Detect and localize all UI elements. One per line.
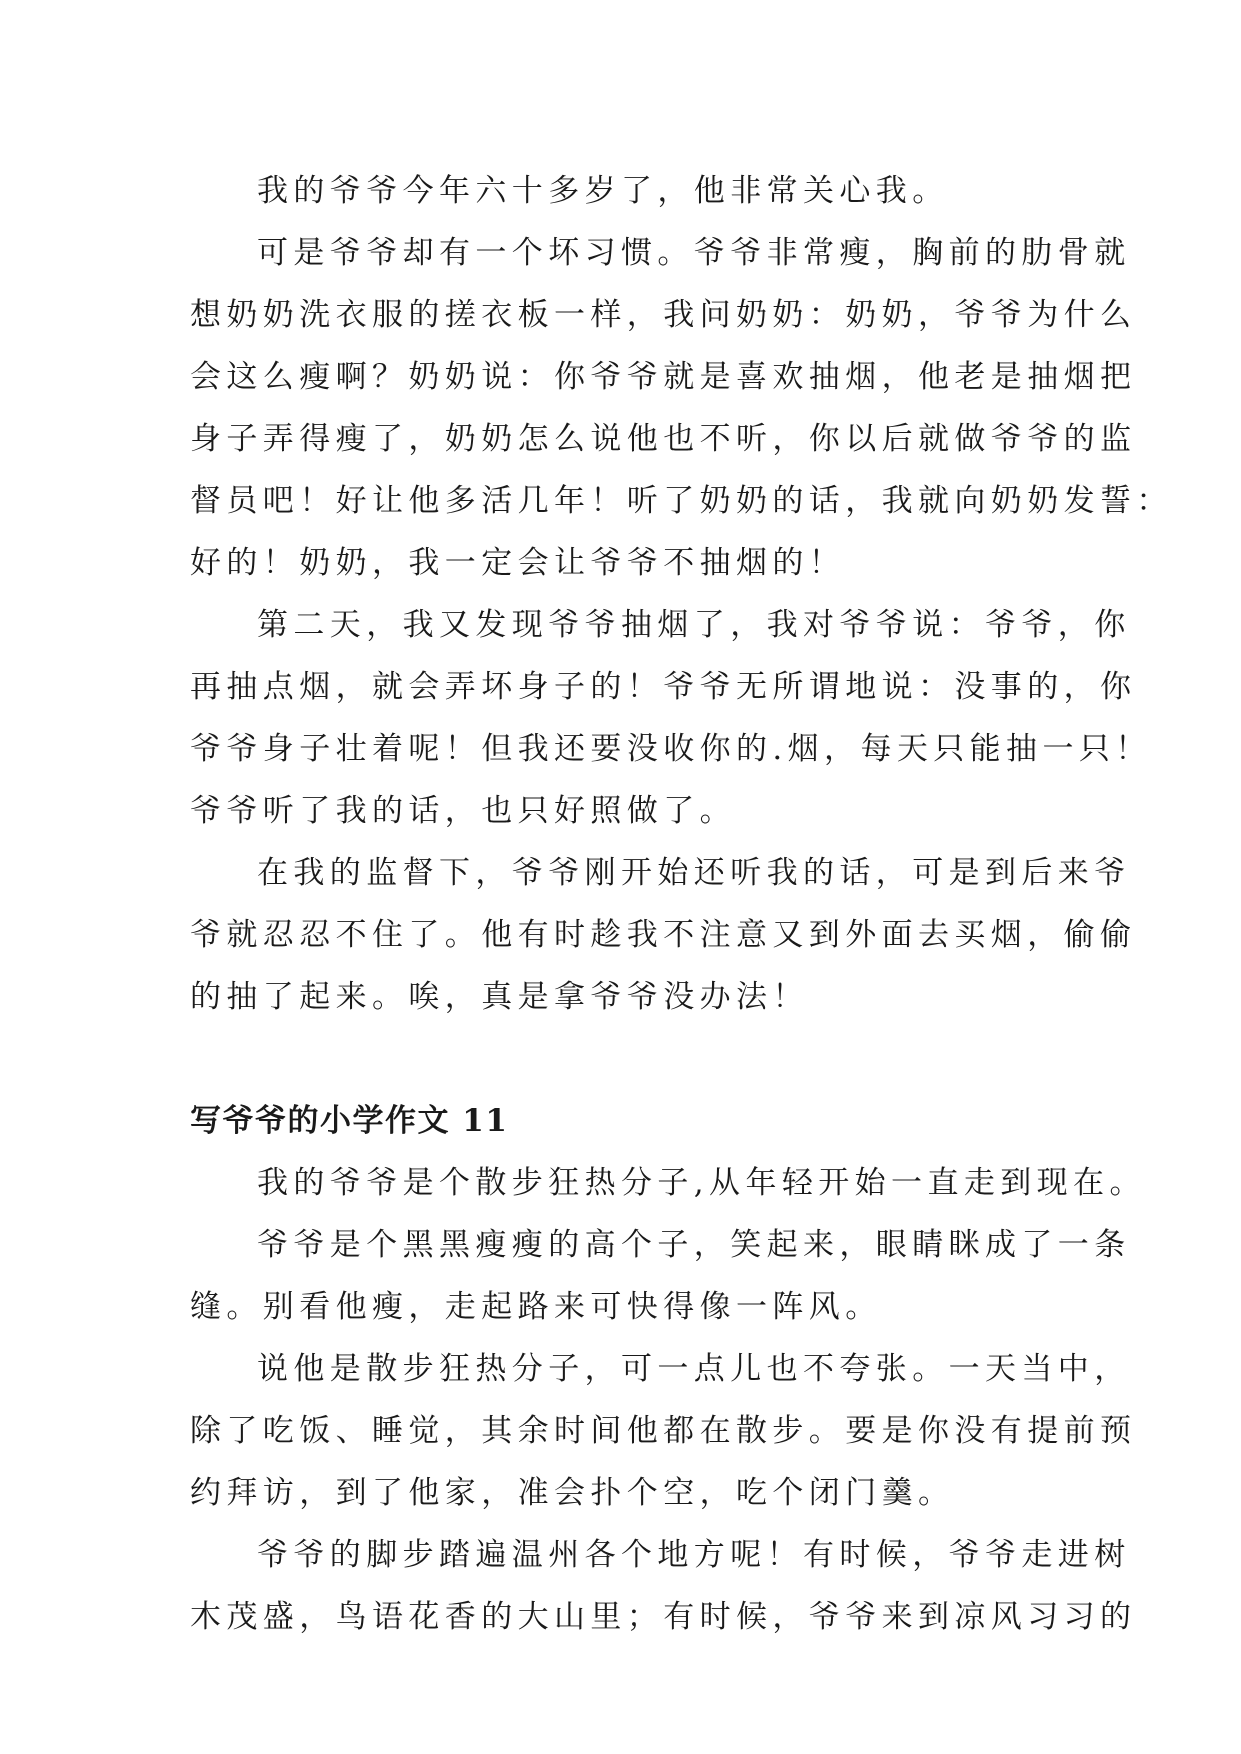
text-line: 爷爷是个黑黑瘦瘦的高个子，笑起来，眼睛眯成了一条 bbox=[257, 1227, 1131, 1263]
text-line: 第二天，我又发现爷爷抽烟了，我对爷爷说：爷爷，你 bbox=[257, 607, 1131, 643]
text-line: 想奶奶洗衣服的搓衣板一样，我问奶奶：奶奶，爷爷为什么 bbox=[190, 297, 1137, 333]
paragraph bbox=[190, 222, 1173, 594]
text-line: 在我的监督下，爷爷刚开始还听我的话，可是到后来爷 bbox=[257, 855, 1131, 891]
paragraph bbox=[190, 594, 1152, 842]
paragraph bbox=[190, 1338, 1137, 1524]
text-line: 好的！奶奶，我一定会让爷爷不抽烟的！ bbox=[190, 545, 846, 581]
paragraph bbox=[190, 842, 1137, 1028]
text-line: 再抽点烟，就会弄坏身子的！爷爷无所谓地说：没事的，你 bbox=[190, 669, 1137, 705]
document-page bbox=[190, 160, 1173, 1648]
text-line: 督员吧！好让他多活几年！听了奶奶的话，我就向奶奶发誓： bbox=[190, 483, 1173, 519]
paragraph bbox=[190, 1152, 1146, 1214]
text-line: 身子弄得瘦了，奶奶怎么说他也不听，你以后就做爷爷的监 bbox=[190, 421, 1137, 457]
text-line: 会这么瘦啊？奶奶说：你爷爷就是喜欢抽烟，他老是抽烟把 bbox=[190, 359, 1137, 395]
text-line: 说他是散步狂热分子，可一点儿也不夸张。一天当中， bbox=[257, 1351, 1131, 1387]
text-line: 爷爷身子壮着呢！但我还要没收你的.烟，每天只能抽一只！ bbox=[190, 731, 1152, 767]
paragraph bbox=[190, 160, 1050, 222]
text-line: 约拜访，到了他家，准会扑个空，吃个闭门羹。 bbox=[190, 1475, 955, 1511]
text-line: 的抽了起来。唉，真是拿爷爷没办法！ bbox=[190, 979, 809, 1015]
text-line: 爷爷听了我的话，也只好照做了。 bbox=[190, 793, 736, 829]
text-line: 爷就忍忍不住了。他有时趁我不注意又到外面去买烟，偷偷 bbox=[190, 917, 1137, 953]
paragraph bbox=[190, 1524, 1137, 1648]
text-line: 我的爷爷今年六十多岁了，他非常关心我。 bbox=[257, 173, 949, 209]
text-line: 我的爷爷是个散步狂热分子,从年轻开始一直走到现在。 bbox=[257, 1165, 1146, 1201]
section-title: 写爷爷的小学作文 11 bbox=[190, 1103, 509, 1139]
text-line: 可是爷爷却有一个坏习惯。爷爷非常瘦，胸前的肋骨就 bbox=[257, 235, 1131, 271]
text-line: 缝。别看他瘦，走起路来可快得像一阵风。 bbox=[190, 1289, 882, 1325]
text-line: 爷爷的脚步踏遍温州各个地方呢！有时候，爷爷走进树 bbox=[257, 1537, 1131, 1573]
text-line: 木茂盛，鸟语花香的大山里；有时候，爷爷来到凉风习习的 bbox=[190, 1599, 1137, 1635]
paragraph bbox=[190, 1214, 1131, 1338]
text-line: 除了吃饭、睡觉，其余时间他都在散步。要是你没有提前预 bbox=[190, 1413, 1137, 1449]
